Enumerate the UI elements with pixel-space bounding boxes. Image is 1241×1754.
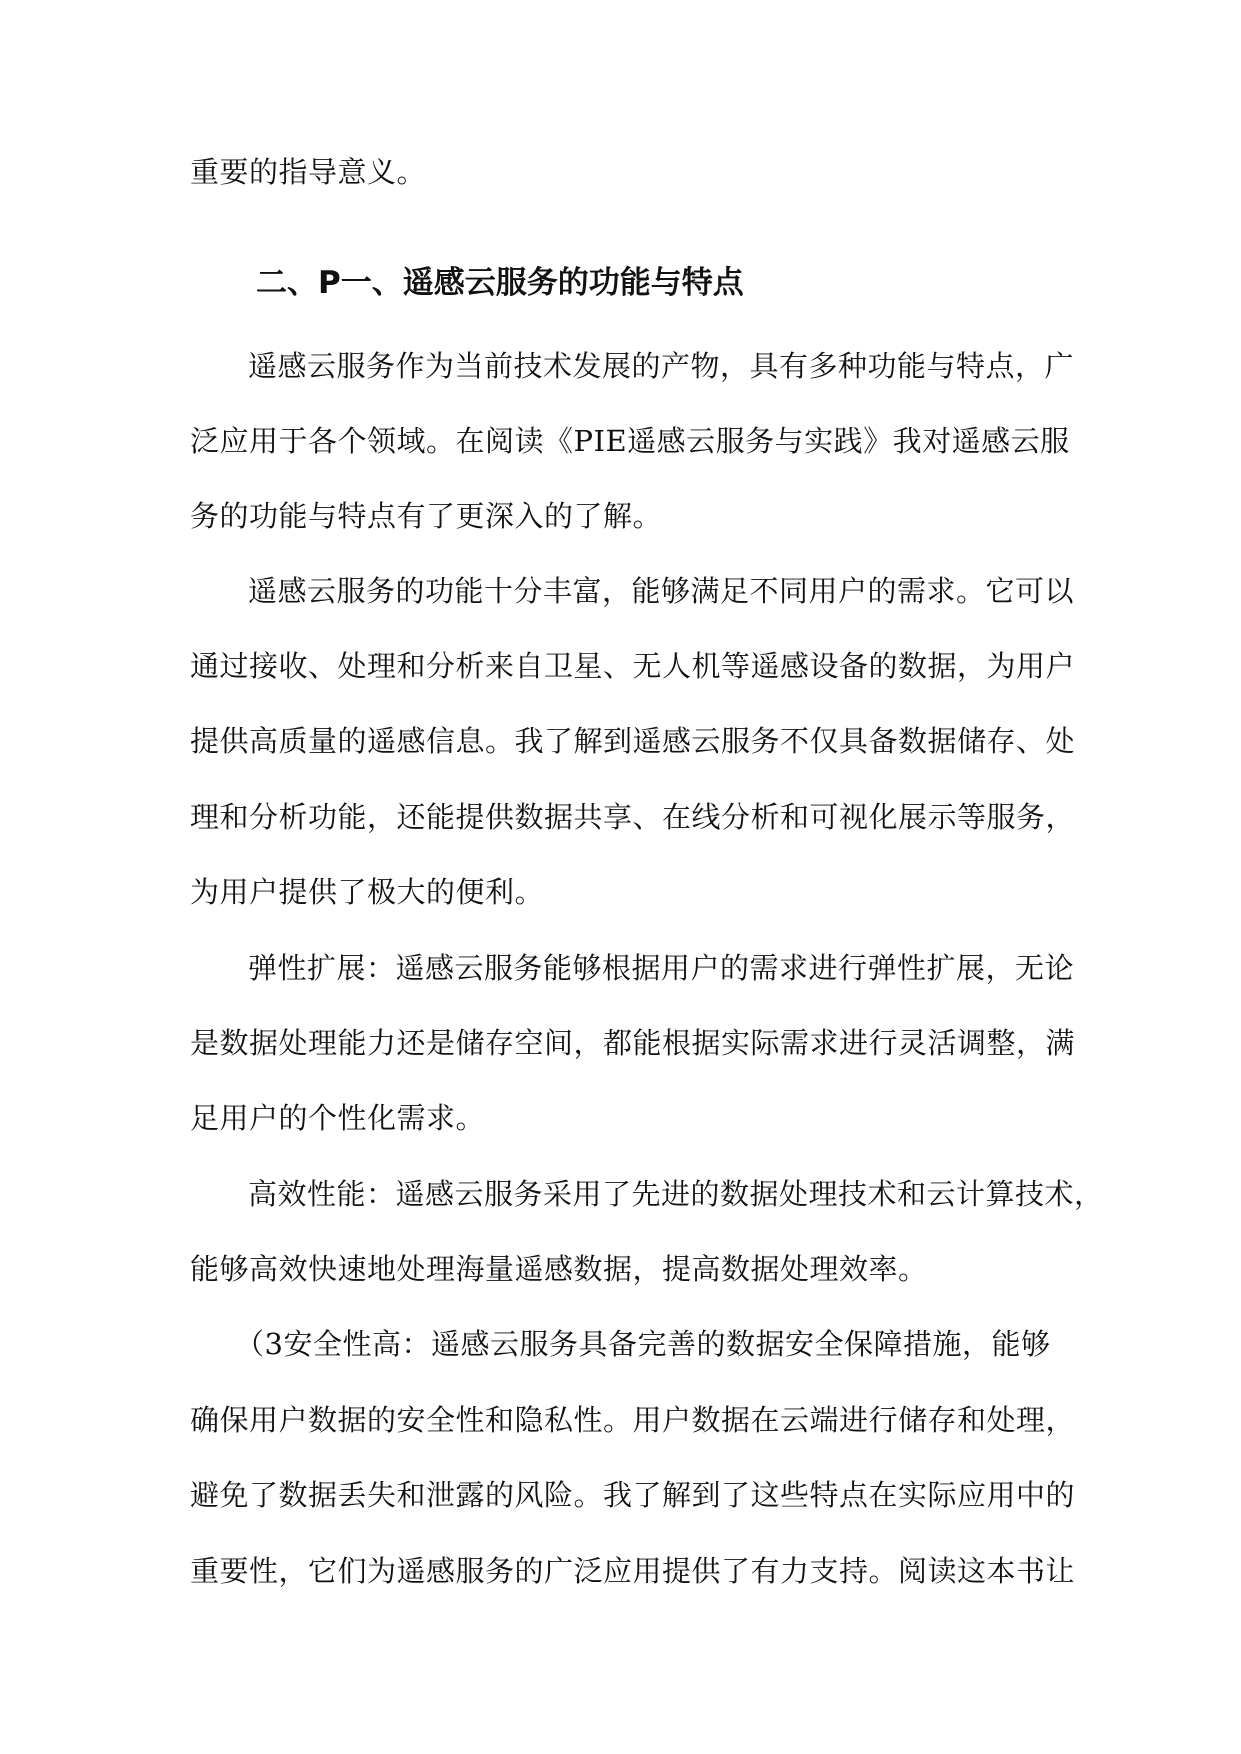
text-line: 重要的指导意义。 [190, 155, 427, 189]
text-line: 务的功能与特点有了更深入的了解。 [190, 499, 663, 533]
text-line: 泛应用于各个领域。在阅读《PIE遥感云服务与实践》我对遥感云服 [190, 424, 1070, 458]
text-line: 确保用户数据的安全性和隐私性。用户数据在云端进行储存和处理， [190, 1403, 1076, 1437]
text-line: 是数据处理能力还是储存空间，都能根据实际需求进行灵活调整，满 [190, 1026, 1076, 1060]
text-line: 通过接收、处理和分析来自卫星、无人机等遥感设备的数据，为用户 [190, 649, 1076, 683]
text-line: 避免了数据丢失和泄露的风险。我了解到了这些特点在实际应用中的 [190, 1478, 1076, 1512]
text-line: 为用户提供了极大的便利。 [190, 875, 545, 909]
text-line: 弹性扩展：遥感云服务能够根据用户的需求进行弹性扩展，无论 [248, 951, 1075, 985]
text-line: 提供高质量的遥感信息。我了解到遥感云服务不仅具备数据储存、处 [190, 724, 1076, 758]
text-line: 理和分析功能，还能提供数据共享、在线分析和可视化展示等服务， [190, 800, 1076, 834]
section-heading: 二、P一、遥感云服务的功能与特点 [256, 265, 744, 301]
text-line: 遥感云服务作为当前技术发展的产物，具有多种功能与特点，广 [248, 349, 1075, 383]
text-line: 足用户的个性化需求。 [190, 1101, 486, 1135]
text-line: （3安全性高：遥感云服务具备完善的数据安全保障措施，能够 [235, 1327, 1051, 1361]
text-line: 能够高效快速地处理海量遥感数据，提高数据处理效率。 [190, 1252, 928, 1286]
text-line: 遥感云服务的功能十分丰富，能够满足不同用户的需求。它可以 [248, 574, 1075, 608]
text-line: 重要性，它们为遥感服务的广泛应用提供了有力支持。阅读这本书让 [190, 1554, 1076, 1588]
text-line: 高效性能：遥感云服务采用了先进的数据处理技术和云计算技术， [248, 1177, 1104, 1211]
